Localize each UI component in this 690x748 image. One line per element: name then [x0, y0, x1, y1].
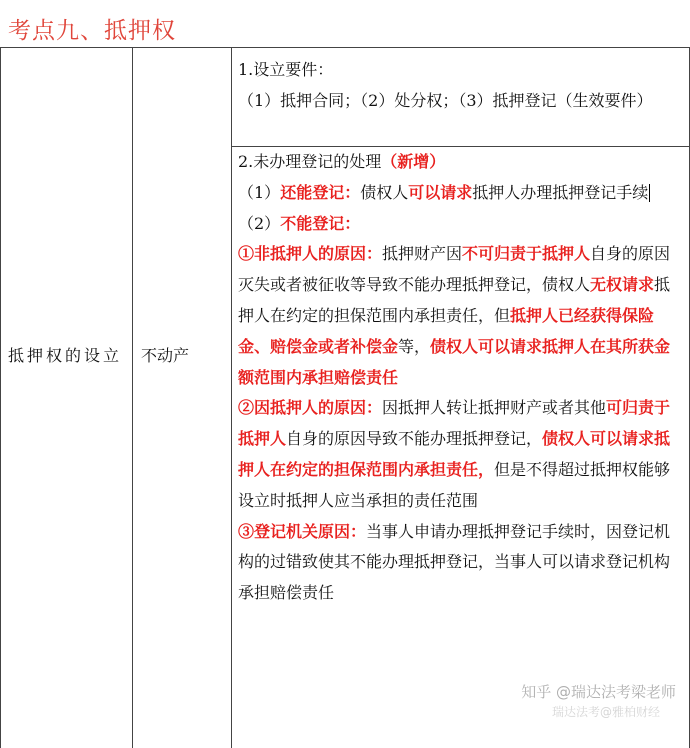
item1-title: 还能登记： [280, 182, 361, 202]
section1-body: （1）抵押合同；（2）处分权；（3）抵押登记（生效要件） [238, 90, 653, 110]
case-non-mortgagor [238, 239, 684, 393]
table-divider-2 [231, 48, 232, 748]
case-b-red1: 可归责于抵押人 [238, 398, 671, 449]
section-setup-requirements [238, 55, 684, 117]
section2-heading [238, 147, 684, 178]
section-unregistered-handling [238, 147, 684, 609]
case-c-text1: 当事人申请办理抵押登记手续时，因登记机构的过错致使其不能办理抵押登记，当事人可以请求登记机构承担赔偿责任 [238, 521, 671, 603]
item1-num: （1） [238, 182, 281, 202]
case-a-text1: 抵押财产因 [382, 244, 463, 264]
item-can-register [238, 178, 684, 209]
case-a-text4: 等， [398, 336, 431, 356]
item1-red1: 可以请求 [408, 182, 473, 202]
case-registry [238, 517, 684, 609]
content-table [0, 47, 690, 748]
section1-heading: 1.设立要件： [238, 60, 334, 79]
item2-num: （2） [238, 213, 281, 233]
case-b-title: ②因抵押人的原因： [238, 398, 383, 418]
table-border-left [0, 48, 1, 748]
item-cannot-register [238, 209, 684, 240]
case-b-text2: 自身的原因导致不能办理抵押登记， [286, 429, 543, 449]
case-mortgagor [238, 393, 684, 516]
case-a-red1: 不可归责于抵押人 [462, 244, 591, 264]
table-divider-1 [132, 48, 133, 748]
item1-text2: 抵押人办理抵押登记手续 [472, 182, 649, 202]
case-a-red2: 无权请求 [590, 275, 655, 295]
case-b-text1: 因抵押人转让抵押财产或者其他 [382, 398, 607, 418]
item2-title: 不能登记： [280, 213, 361, 233]
watermark: 知乎 @瑞达法考梁老师 [521, 683, 676, 701]
case-a-red4: 债权人可以请求抵押人在其所获金额范围内承担赔偿责任 [238, 336, 671, 387]
text-cursor [649, 184, 650, 202]
case-a-title: ①非抵押人的原因： [238, 244, 383, 264]
case-a-text2: 自身的原因灭失或者被征收等导致不能办理抵押登记，债权人 [238, 244, 671, 295]
case-a-text3: 抵押人在约定的担保范围内承担责任，但 [238, 275, 671, 325]
item1-text1: 债权人 [360, 182, 409, 202]
case-a-red3: 抵押人已经获得保险金、赔偿金或者补偿金 [238, 305, 655, 356]
case-b-text3: 但是不得超过抵押权能够设立时抵押人应当承担的责任范围 [238, 459, 671, 510]
type-cell: 不动产 [141, 346, 190, 365]
case-b-red2: 债权人可以请求抵押人在约定的担保范围内承担责任， [238, 429, 671, 479]
new-tag: （新增） [381, 152, 446, 171]
category-cell: 抵押权的设立 [8, 346, 123, 365]
page-title: 考点九、抵押权 [8, 18, 176, 44]
case-c-title: ③登记机关原因： [238, 521, 367, 541]
section2-heading-text: 2.未办理登记的处理 [238, 152, 382, 171]
watermark-sub: 瑞达法考@雅柏财经 [551, 705, 660, 719]
